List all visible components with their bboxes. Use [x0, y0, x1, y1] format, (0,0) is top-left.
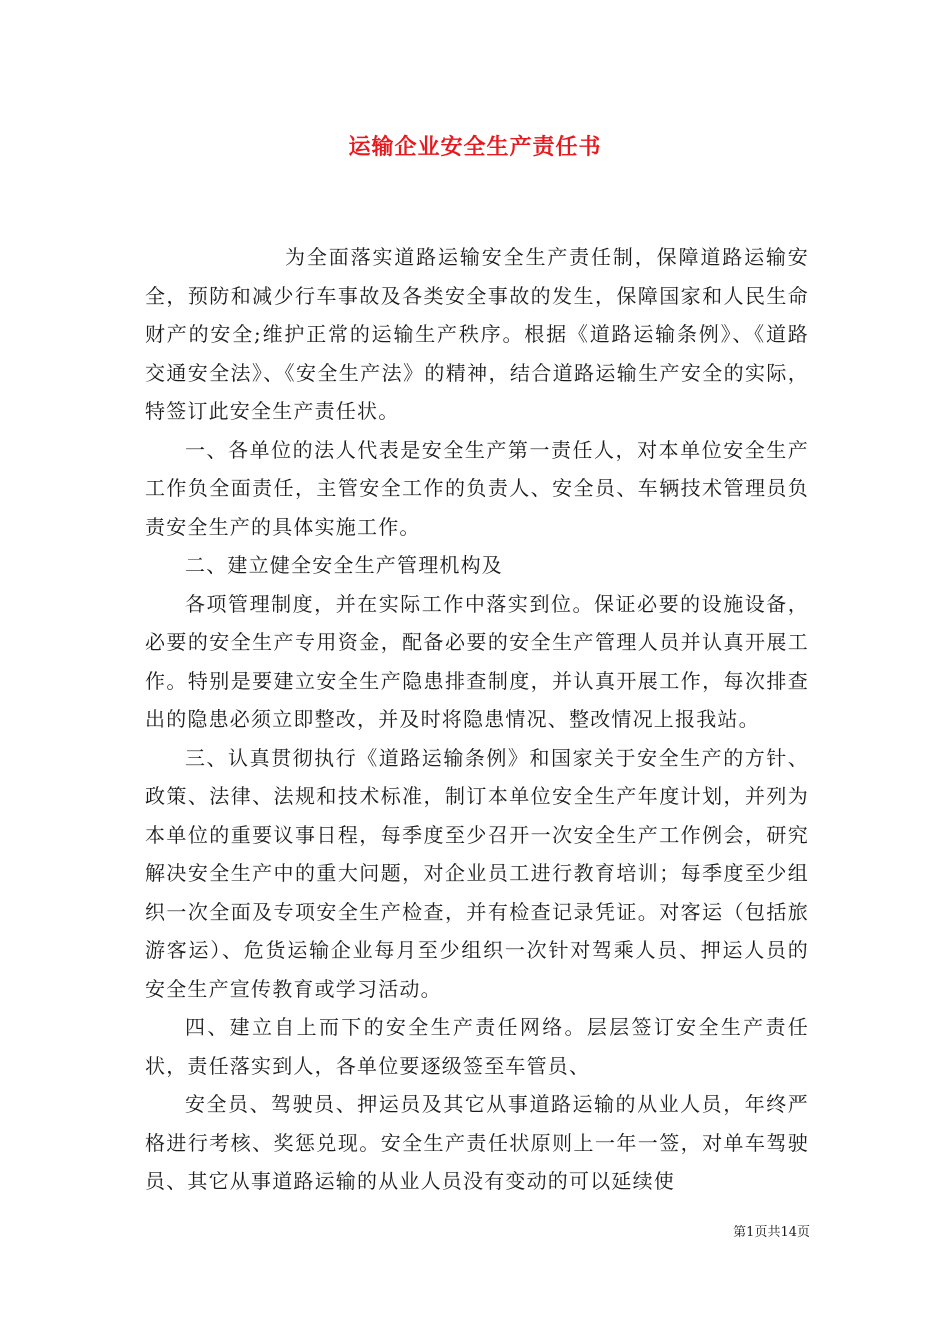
paragraph-item-1: 一、各单位的法人代表是安全生产第一责任人，对本单位安全生产工作负全面责任，主管安全工作的负责人、安全员、车辆技术管理员负责安全生产的具体实施工作。 [145, 437, 809, 539]
paragraph-item-4: 四、建立自上而下的安全生产责任网络。层层签订安全生产责任状，责任落实到人，各单位要逐级签至车管员、 [145, 1015, 809, 1078]
paragraph-item-2: 二、建立健全安全生产管理机构及 [185, 553, 503, 577]
page-number: 第1页共14页 [733, 1225, 810, 1240]
document-title: 运输企业安全生产责任书 [348, 134, 602, 160]
paragraph-item-4-continued: 安全员、驾驶员、押运员及其它从事道路运输的从业人员，年终严格进行考核、奖惩兑现。安全生产责任状原则上一年一签，对单车驾驶员、其它从事道路运输的从业人员没有变动的可以延续使 [145, 1092, 809, 1193]
paragraph-intro: 为全面落实道路运输安全生产责任制，保障道路运输安全，预防和减少行车事故及各类安全事故的发生，保障国家和人民生命财产的安全;维护正常的运输生产秩序。根据《道路运输条例》、《道路交通安全法》、《安全生产法》的精神，结合道路运输生产安全的实际，特签订此安全生产责任状。 [145, 245, 809, 423]
document-body [145, 238, 809, 1201]
paragraph-item-3: 三、认真贯彻执行《道路运输条例》和国家关于安全生产的方针、政策、法律、法规和技术标准，制订本单位安全生产年度计划，并列为本单位的重要议事日程，每季度至少召开一次安全生产工作例会，研究解决安全生产中的重大问题，对企业员工进行教育培训；每季度至少组织一次全面及专项安全生产检查，并有检查记录凭证。对客运（包括旅游客运）、危货运输企业每月至少组织一次针对驾乘人员、押运人员的安全生产宣传教育或学习活动。 [145, 745, 809, 1001]
paragraph-item-2-continued: 各项管理制度，并在实际工作中落实到位。保证必要的设施设备，必要的安全生产专用资金，配备必要的安全生产管理人员并认真开展工作。特别是要建立安全生产隐患排查制度，并认真开展工作，每次排查出的隐患必须立即整改，并及时将隐患情况、整改情况上报我站。 [145, 591, 809, 731]
